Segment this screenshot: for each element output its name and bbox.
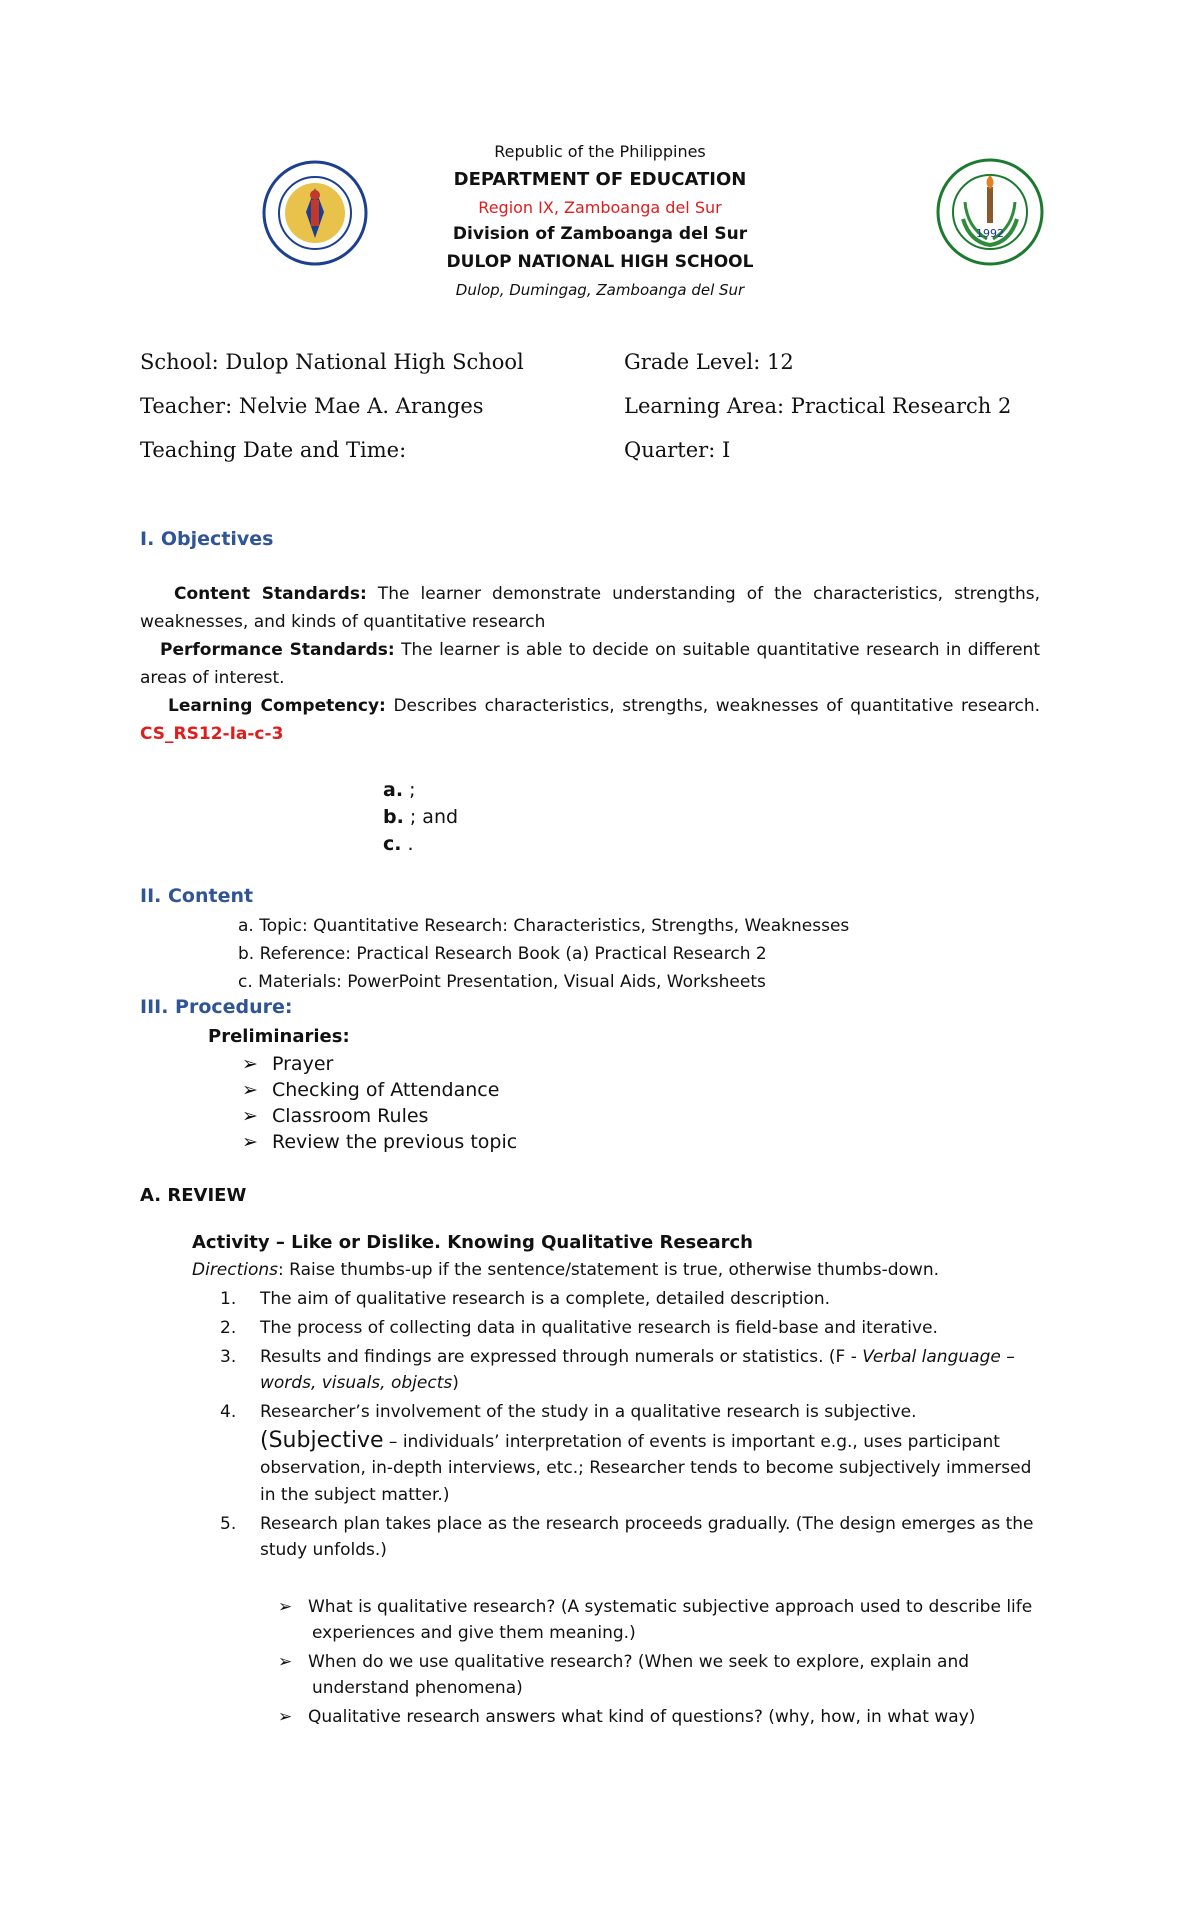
arrow-bullet-icon: ➢ — [278, 1652, 293, 1672]
learning-competency — [140, 692, 1040, 748]
competency-code: CS_RS12-Ia-c-3 — [140, 724, 284, 744]
review-item-continuation: study unfolds.) — [260, 1540, 387, 1560]
arrow-bullet-icon: ➢ — [242, 1105, 258, 1127]
question-item: ➢ When do we use qualitative research? (When we seek to explore, explain and understand phenomena) — [278, 1649, 1058, 1701]
performance-standards-label: Performance Standards: — [160, 640, 395, 660]
learning-competency-text: Describes characteristics, strengths, weaknesses of quantitative research. — [385, 696, 1040, 716]
school-seal-year: 1992 — [976, 227, 1004, 240]
header-line-school: DULOP NATIONAL HIGH SCHOOL — [446, 252, 754, 272]
info-teaching-date: Teaching Date and Time: — [140, 438, 407, 462]
question-item: ➢ Qualitative research answers what kind of questions? (why, how, in what way) — [278, 1704, 1058, 1730]
arrow-bullet-icon: ➢ — [278, 1707, 293, 1727]
prelim-item: ➢ Checking of Attendance — [242, 1079, 500, 1101]
review-title: A. REVIEW — [140, 1185, 247, 1206]
arrow-bullet-icon: ➢ — [242, 1079, 258, 1101]
activity-title: Activity – Like or Dislike. Knowing Qualitative Research — [192, 1232, 753, 1253]
info-school: School: Dulop National High School — [140, 350, 524, 374]
review-item-note: (Subjective – individuals’ interpretation of events is important e.g., uses participant — [260, 1428, 1000, 1453]
arrow-bullet-icon: ➢ — [242, 1053, 258, 1075]
prelim-item: ➢ Classroom Rules — [242, 1105, 429, 1127]
prelim-item: ➢ Prayer — [242, 1053, 334, 1075]
review-item: 2. The process of collecting data in qualitative research is field-base and iterative. — [220, 1318, 938, 1338]
arrow-bullet-icon: ➢ — [278, 1597, 293, 1617]
header-line-republic: Republic of the Philippines — [494, 142, 706, 161]
content-standards-label: Content Standards: — [174, 584, 367, 604]
preliminaries-title: Preliminaries: — [208, 1026, 350, 1047]
info-learning-area: Learning Area: Practical Research 2 — [624, 394, 1012, 418]
arrow-bullet-icon: ➢ — [242, 1131, 258, 1153]
review-item: 5. Research plan takes place as the research proceeds gradually. (The design emerges as the — [220, 1514, 1034, 1534]
header-line-deped: DEPARTMENT OF EDUCATION — [453, 169, 747, 190]
objective-item: a. ; — [383, 779, 416, 801]
review-item-note: in the subject matter.) — [260, 1485, 450, 1505]
directions-label: Directions — [192, 1260, 279, 1280]
learning-competency-label: Learning Competency: — [168, 696, 386, 716]
objectives-title: I. Objectives — [140, 528, 274, 550]
content-standards-text: The learner demonstrate understanding of the characteristics, strengths, weaknesses, and kinds of quantitative research — [140, 584, 1040, 632]
header-line-region: Region IX, Zamboanga del Sur — [478, 198, 722, 217]
content-title: II. Content — [140, 885, 254, 907]
directions — [192, 1257, 939, 1283]
directions-text: : Raise thumbs-up if the sentence/statement is true, otherwise thumbs-down. — [278, 1260, 939, 1280]
objective-item: b. ; and — [383, 806, 459, 828]
performance-standards — [140, 636, 1040, 692]
objective-item: c. . — [383, 833, 414, 855]
header-line-division: Division of Zamboanga del Sur — [452, 224, 748, 244]
review-item: 4. Researcher’s involvement of the study in a qualitative research is subjective. — [220, 1402, 917, 1422]
content-item: a. Topic: Quantitative Research: Characteristics, Strengths, Weaknesses — [238, 916, 850, 936]
question-item: ➢ What is qualitative research? (A systematic subjective approach used to describe life experiences and give them meaning.) — [278, 1594, 1058, 1646]
procedure-title: III. Procedure: — [140, 996, 293, 1018]
review-item: 1. The aim of qualitative research is a complete, detailed description. — [220, 1289, 831, 1309]
info-quarter: Quarter: I — [624, 438, 731, 462]
content-standards — [140, 580, 1040, 636]
content-item: c. Materials: PowerPoint Presentation, Visual Aids, Worksheets — [238, 972, 766, 992]
review-item: 3. Results and findings are expressed through numerals or statistics. (F - Verbal language – — [220, 1347, 1015, 1367]
performance-standards-text: The learner is able to decide on suitable quantitative research in different areas of interest. — [140, 640, 1040, 688]
header-line-address: Dulop, Dumingag, Zamboanga del Sur — [455, 281, 745, 299]
content-item: b. Reference: Practical Research Book (a) Practical Research 2 — [238, 944, 767, 964]
review-item-note: observation, in-depth interviews, etc.; Researcher tends to become subjectively immersed — [260, 1458, 1032, 1478]
review-item-continuation: words, visuals, objects) — [260, 1373, 459, 1393]
info-teacher: Teacher: Nelvie Mae A. Aranges — [140, 394, 484, 418]
info-grade: Grade Level: 12 — [624, 350, 794, 374]
prelim-item: ➢ Review the previous topic — [242, 1131, 518, 1153]
